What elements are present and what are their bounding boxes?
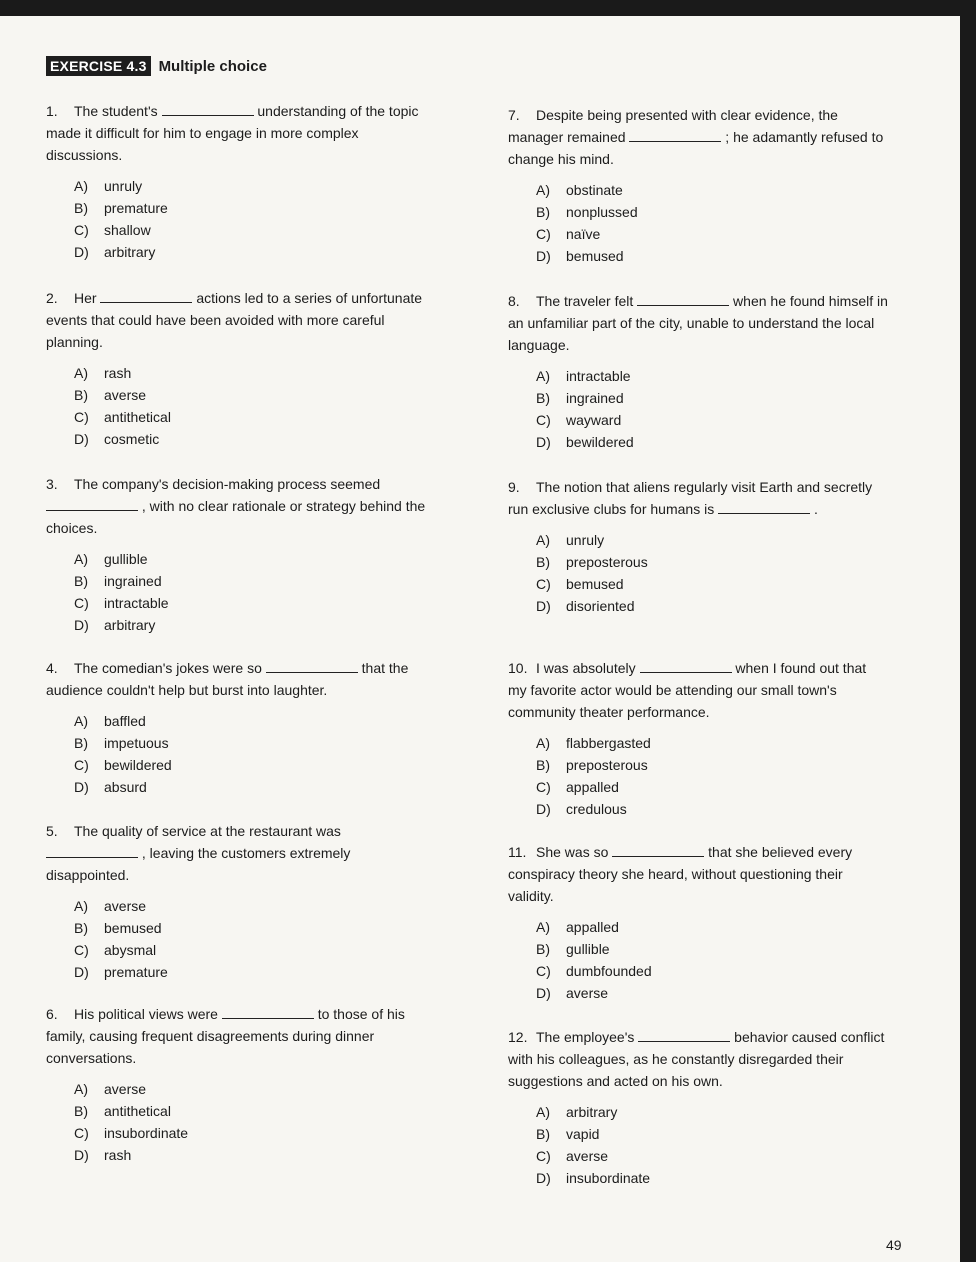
- answer-option: [536, 1123, 888, 1145]
- option-word: obstinate: [566, 182, 623, 198]
- question-stem: [508, 290, 888, 356]
- page-number: 49: [886, 1237, 902, 1253]
- answer-option: [74, 961, 426, 983]
- option-word: premature: [104, 200, 168, 216]
- option-letter: C): [536, 226, 551, 242]
- exercise-badge: EXERCISE 4.3: [46, 56, 151, 76]
- answer-option: [74, 1122, 426, 1144]
- stem-after-blank: behavior caused conflict with his colleagues, as he constantly disregarded their suggestions and acted on his own.: [508, 1029, 885, 1089]
- option-letter: C): [74, 757, 89, 773]
- option-word: bewildered: [104, 757, 172, 773]
- answer-option: [536, 776, 888, 798]
- answer-option: [74, 592, 426, 614]
- option-letter: D): [74, 244, 89, 260]
- option-word: unruly: [566, 532, 605, 548]
- option-letter: B): [536, 757, 550, 773]
- question-10: [508, 657, 888, 820]
- option-letter: A): [536, 532, 550, 548]
- option-word: antithetical: [104, 1103, 171, 1119]
- option-word: impetuous: [104, 735, 169, 751]
- answer-option: [74, 917, 426, 939]
- option-word: rash: [104, 365, 132, 381]
- answer-blank: [718, 499, 810, 514]
- option-word: nonplussed: [566, 204, 638, 220]
- option-word: vapid: [566, 1126, 600, 1142]
- question-number: 5.: [46, 823, 58, 839]
- answer-option: [536, 573, 888, 595]
- stem-before-blank: The notion that aliens regularly visit Earth and secretly run exclusive clubs for humans is: [508, 479, 873, 517]
- question-stem: [46, 473, 426, 539]
- option-letter: B): [536, 941, 550, 957]
- question-number: 3.: [46, 476, 58, 492]
- question-number: 12.: [508, 1029, 528, 1045]
- question-7: [508, 104, 888, 267]
- option-word: dumbfounded: [566, 963, 652, 979]
- answer-options: [508, 732, 888, 820]
- answer-options: [46, 895, 426, 983]
- answer-options: [46, 175, 426, 263]
- option-letter: C): [536, 576, 551, 592]
- option-letter: A): [536, 919, 550, 935]
- answer-option: [536, 595, 888, 617]
- stem-after-blank: .: [810, 501, 818, 517]
- option-word: averse: [566, 985, 609, 1001]
- option-letter: D): [536, 434, 551, 450]
- option-word: antithetical: [104, 409, 171, 425]
- option-word: averse: [566, 1148, 609, 1164]
- stem-before-blank: The student's: [74, 103, 162, 119]
- answer-option: [536, 916, 888, 938]
- option-letter: D): [74, 1147, 89, 1163]
- answer-options: [46, 1078, 426, 1166]
- question-stem: [46, 820, 426, 886]
- option-word: credulous: [566, 801, 627, 817]
- stem-after-blank: that the audience couldn't help but burst into laughter.: [46, 660, 409, 698]
- answer-option: [74, 175, 426, 197]
- stem-after-blank: , with no clear rationale or strategy behind the choices.: [46, 498, 426, 536]
- answer-option: [74, 428, 426, 450]
- option-word: unruly: [104, 178, 143, 194]
- question-stem: [46, 1003, 426, 1069]
- option-letter: A): [74, 898, 88, 914]
- question-number: 1.: [46, 103, 58, 119]
- question-stem: [508, 1026, 888, 1092]
- answer-option: [536, 960, 888, 982]
- stem-before-blank: She was so: [536, 844, 613, 860]
- question-number: 6.: [46, 1006, 58, 1022]
- question-6: [46, 1003, 426, 1166]
- answer-option: [536, 529, 888, 551]
- stem-after-blank: that she believed every conspiracy theory she heard, without questioning their validity.: [508, 844, 853, 904]
- stem-before-blank: The company's decision-making process seemed: [74, 476, 381, 492]
- option-letter: B): [536, 554, 550, 570]
- answer-option: [536, 179, 888, 201]
- option-word: naïve: [566, 226, 601, 242]
- stem-before-blank: The traveler felt: [536, 293, 638, 309]
- option-word: gullible: [104, 551, 148, 567]
- question-number: 9.: [508, 479, 520, 495]
- answer-option: [74, 219, 426, 241]
- answer-blank: [46, 496, 138, 511]
- option-word: absurd: [104, 779, 147, 795]
- answer-options: [46, 548, 426, 636]
- option-word: arbitrary: [104, 617, 156, 633]
- question-4: [46, 657, 426, 798]
- stem-after-blank: understanding of the topic made it difficult for him to engage in more complex discussions.: [46, 103, 419, 163]
- option-word: insubordinate: [104, 1125, 189, 1141]
- answer-option: [74, 754, 426, 776]
- option-word: cosmetic: [104, 431, 160, 447]
- stem-after-blank: ; he adamantly refused to change his mind.: [508, 129, 884, 167]
- option-word: arbitrary: [566, 1104, 618, 1120]
- right-dark-bar: [960, 0, 976, 1262]
- option-word: flabbergasted: [566, 735, 651, 751]
- option-letter: B): [74, 735, 88, 751]
- stem-before-blank: Despite being presented with clear evidence, the manager remained: [508, 107, 838, 145]
- option-letter: C): [74, 595, 89, 611]
- answer-blank: [612, 842, 704, 857]
- answer-option: [536, 223, 888, 245]
- answer-option: [536, 409, 888, 431]
- question-1: [46, 100, 426, 263]
- question-stem: [46, 657, 426, 701]
- option-letter: A): [74, 1081, 88, 1097]
- option-letter: B): [74, 387, 88, 403]
- answer-option: [536, 938, 888, 960]
- option-letter: C): [536, 1148, 551, 1164]
- answer-blank: [629, 127, 721, 142]
- question-11: [508, 841, 888, 1004]
- answer-option: [74, 241, 426, 263]
- stem-before-blank: Her: [74, 290, 101, 306]
- option-letter: D): [74, 431, 89, 447]
- option-letter: A): [74, 551, 88, 567]
- question-stem: [46, 287, 426, 353]
- answer-blank: [46, 843, 138, 858]
- option-letter: D): [536, 598, 551, 614]
- stem-after-blank: , leaving the customers extremely disappointed.: [46, 845, 351, 883]
- option-word: bemused: [566, 248, 624, 264]
- option-word: bemused: [104, 920, 162, 936]
- option-word: averse: [104, 387, 147, 403]
- answer-option: [536, 754, 888, 776]
- answer-option: [536, 431, 888, 453]
- option-letter: B): [536, 390, 550, 406]
- option-letter: D): [536, 248, 551, 264]
- stem-after-blank: when I found out that my favorite actor would be attending our small town's community theater performance.: [508, 660, 867, 720]
- exercise-header: [46, 56, 267, 76]
- option-letter: B): [74, 1103, 88, 1119]
- answer-option: [536, 982, 888, 1004]
- answer-option: [74, 384, 426, 406]
- answer-option: [536, 387, 888, 409]
- option-letter: B): [74, 920, 88, 936]
- option-letter: A): [536, 1104, 550, 1120]
- answer-blank: [162, 101, 254, 116]
- answer-blank: [637, 291, 729, 306]
- stem-before-blank: The quality of service at the restaurant was: [74, 823, 341, 839]
- answer-option: [536, 1145, 888, 1167]
- option-word: preposterous: [566, 554, 648, 570]
- answer-option: [74, 1078, 426, 1100]
- option-letter: A): [536, 368, 550, 384]
- option-letter: C): [74, 409, 89, 425]
- answer-option: [74, 732, 426, 754]
- answer-options: [508, 1101, 888, 1189]
- question-number: 2.: [46, 290, 58, 306]
- option-word: abysmal: [104, 942, 157, 958]
- option-letter: D): [74, 779, 89, 795]
- answer-blank: [100, 288, 192, 303]
- answer-option: [536, 245, 888, 267]
- stem-after-blank: to those of his family, causing frequent disagreements during dinner conversations.: [46, 1006, 405, 1066]
- answer-option: [536, 798, 888, 820]
- option-word: intractable: [566, 368, 631, 384]
- stem-before-blank: I was absolutely: [536, 660, 640, 676]
- option-letter: D): [536, 1170, 551, 1186]
- question-8: [508, 290, 888, 453]
- answer-options: [46, 362, 426, 450]
- textbook-page: [0, 16, 960, 1262]
- option-word: disoriented: [566, 598, 635, 614]
- option-letter: B): [536, 1126, 550, 1142]
- option-letter: A): [536, 182, 550, 198]
- question-stem: [508, 476, 888, 520]
- option-word: gullible: [566, 941, 610, 957]
- answer-options: [508, 916, 888, 1004]
- option-letter: C): [536, 963, 551, 979]
- option-letter: D): [74, 964, 89, 980]
- option-letter: A): [536, 735, 550, 751]
- stem-after-blank: actions led to a series of unfortunate events that could have been avoided with more careful planning.: [46, 290, 423, 350]
- question-number: 10.: [508, 660, 528, 676]
- option-letter: C): [74, 942, 89, 958]
- question-12: [508, 1026, 888, 1189]
- option-word: appalled: [566, 919, 619, 935]
- answer-option: [536, 551, 888, 573]
- answer-option: [74, 939, 426, 961]
- question-number: 8.: [508, 293, 520, 309]
- option-word: preposterous: [566, 757, 648, 773]
- option-word: averse: [104, 898, 147, 914]
- question-stem: [508, 104, 888, 170]
- answer-option: [536, 732, 888, 754]
- answer-option: [536, 1101, 888, 1123]
- option-word: bemused: [566, 576, 624, 592]
- question-stem: [508, 657, 888, 723]
- answer-option: [74, 776, 426, 798]
- answer-option: [74, 548, 426, 570]
- answer-option: [536, 365, 888, 387]
- question-number: 4.: [46, 660, 58, 676]
- option-word: wayward: [566, 412, 622, 428]
- question-stem: [508, 841, 888, 907]
- option-letter: D): [74, 617, 89, 633]
- question-number: 11.: [508, 844, 527, 860]
- option-word: ingrained: [104, 573, 162, 589]
- option-letter: B): [536, 204, 550, 220]
- option-letter: C): [74, 222, 89, 238]
- option-word: baffled: [104, 713, 146, 729]
- option-word: arbitrary: [104, 244, 156, 260]
- question-5: [46, 820, 426, 983]
- answer-option: [74, 406, 426, 428]
- answer-option: [536, 201, 888, 223]
- answer-option: [74, 614, 426, 636]
- stem-before-blank: The employee's: [536, 1029, 639, 1045]
- option-letter: A): [74, 178, 88, 194]
- answer-blank: [222, 1004, 314, 1019]
- option-word: appalled: [566, 779, 619, 795]
- option-word: insubordinate: [566, 1170, 651, 1186]
- option-letter: A): [74, 365, 88, 381]
- stem-before-blank: The comedian's jokes were so: [74, 660, 266, 676]
- option-word: rash: [104, 1147, 132, 1163]
- option-letter: C): [536, 412, 551, 428]
- option-letter: D): [536, 801, 551, 817]
- answer-options: [508, 529, 888, 617]
- option-letter: B): [74, 200, 88, 216]
- answer-blank: [640, 658, 732, 673]
- question-stem: [46, 100, 426, 166]
- stem-before-blank: His political views were: [74, 1006, 222, 1022]
- answer-option: [74, 1144, 426, 1166]
- answer-option: [74, 710, 426, 732]
- option-letter: C): [536, 779, 551, 795]
- answer-option: [74, 197, 426, 219]
- answer-option: [74, 1100, 426, 1122]
- answer-option: [74, 895, 426, 917]
- answer-options: [508, 365, 888, 453]
- answer-option: [536, 1167, 888, 1189]
- option-word: shallow: [104, 222, 151, 238]
- question-number: 7.: [508, 107, 520, 123]
- option-word: bewildered: [566, 434, 634, 450]
- question-9: [508, 476, 888, 617]
- answer-option: [74, 362, 426, 384]
- stem-after-blank: when he found himself in an unfamiliar part of the city, unable to understand the local language.: [508, 293, 888, 353]
- answer-option: [74, 570, 426, 592]
- question-3: [46, 473, 426, 636]
- option-letter: A): [74, 713, 88, 729]
- option-letter: D): [536, 985, 551, 1001]
- answer-options: [508, 179, 888, 267]
- option-word: ingrained: [566, 390, 624, 406]
- option-letter: B): [74, 573, 88, 589]
- answer-blank: [638, 1027, 730, 1042]
- answer-options: [46, 710, 426, 798]
- top-dark-bar: [0, 0, 976, 16]
- option-letter: C): [74, 1125, 89, 1141]
- option-word: averse: [104, 1081, 147, 1097]
- exercise-title: Multiple choice: [158, 57, 267, 75]
- option-word: premature: [104, 964, 168, 980]
- question-2: [46, 287, 426, 450]
- option-word: intractable: [104, 595, 169, 611]
- answer-blank: [266, 658, 358, 673]
